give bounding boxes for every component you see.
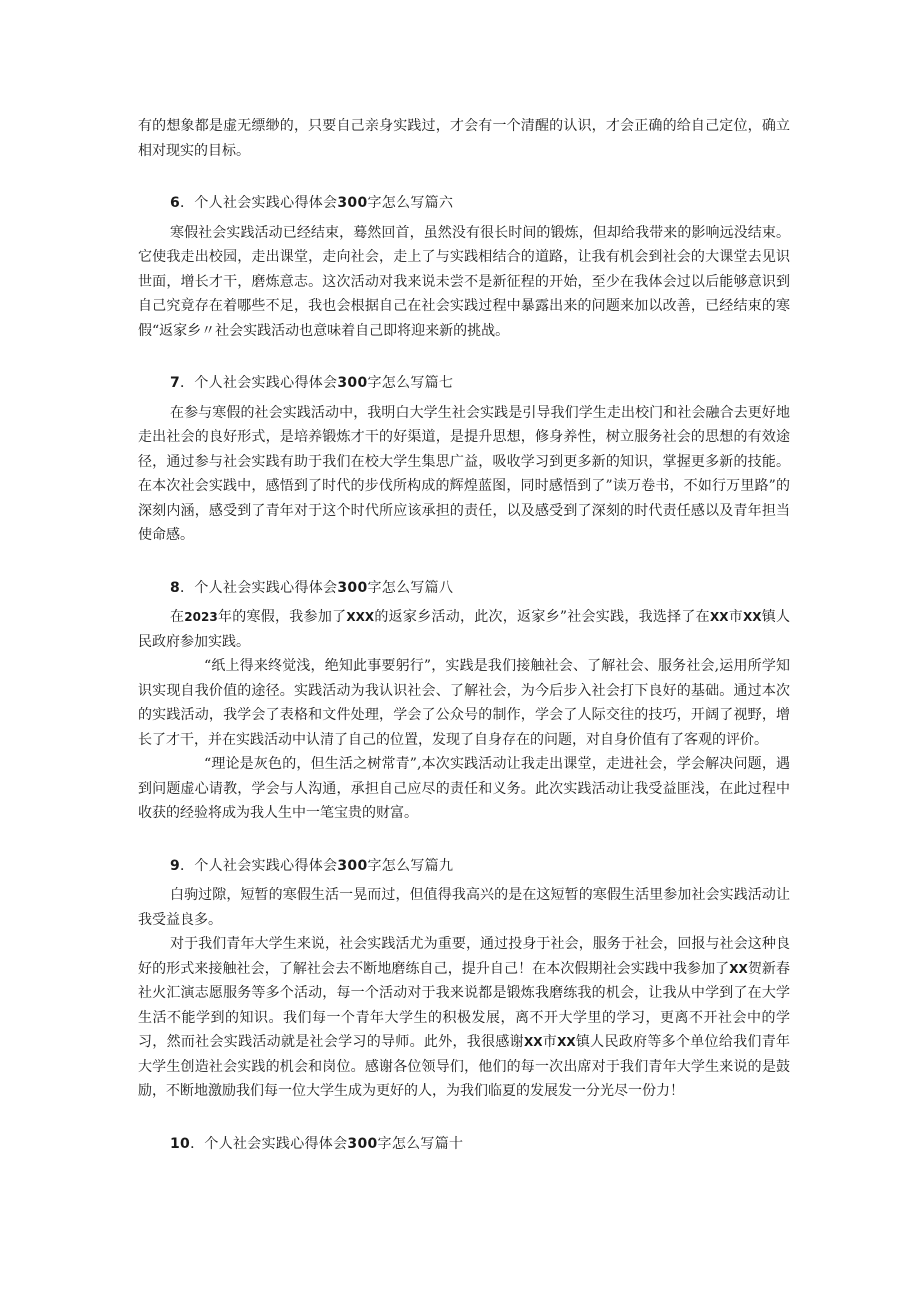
section-number: 8 (170, 579, 181, 596)
placeholder-text: XXX (346, 610, 375, 624)
section-6-paragraph: 寒假社会实践活动已经结束，蓦然回首，虽然没有很长时间的锻炼，但却给我带来的影响远没结束。它使我走出校园，走出课堂，走向社会，走上了与实践相结合的道路，让我有机会到社会的大课堂去见识世面，增长才干，磨炼意志。这次活动对我来说未尝不是新征程的开始，至少在我体会过以后能够意识到自己究竟存在着哪些不足，我也会根据自己在社会实践过程中暴露出来的问题来加以改善，已经结束的寒假“返家乡〃社会实践活动也意味着自己即将迎来新的挑战。 (138, 224, 790, 339)
placeholder-text: XX (709, 610, 729, 624)
section-title-suffix: 字怎么写篇九 (367, 857, 454, 874)
text-run: 市 (728, 609, 743, 625)
section-heading-6 (138, 191, 790, 216)
section-heading-8 (138, 576, 790, 601)
section-title-count: 300 (337, 857, 368, 874)
section-8-paragraph-3: “理论是灰色的，但生活之树常青”,本次实践活动让我走出课堂，走进社会，学会解决问题，遇到问题虚心请教，学会与人沟通，承担自己应尽的责任和义务。此次实践活动让我受益匪浅，在此过程中收获的经验将成为我人生中一笔宝贵的财富。 (138, 756, 790, 821)
section-title-suffix: 字怎么写篇十 (377, 1135, 464, 1152)
section-title-text: ．个人社会实践心得体会 (190, 1135, 348, 1152)
intro-paragraph: 有的想象都是虚无缥缈的，只要自己亲身实践过，才会有一个清醒的认识，才会正确的给自己定位，确立相对现实的目标。 (138, 118, 790, 159)
year-text: 2023 (184, 610, 218, 624)
section-title-count: 300 (347, 1135, 378, 1152)
section-title-text: ．个人社会实践心得体会 (180, 375, 338, 391)
section-title-count: 300 (337, 579, 368, 596)
text-run: 市 (542, 1034, 558, 1050)
section-number: 9 (170, 857, 181, 874)
text-run: 镇人民政府等多个单位给我们青年大学生创造社会实践的机会和岗位。感谢各位领导们，他们的每一次出席对于我们青年大学生来说的是鼓励，不断地激励我们每一位大学生成为更好的人，为我们临夏的发展发一分光尽一份力！ (138, 1034, 791, 1099)
section-title-suffix: 字怎么写篇八 (367, 579, 454, 596)
section-8-paragraph-1 (138, 605, 790, 654)
placeholder-text: XX (523, 1035, 543, 1049)
section-heading-7 (138, 371, 790, 396)
text-run: 在 (170, 609, 185, 625)
section-9-paragraph-2 (138, 932, 790, 1104)
placeholder-text: XX (729, 961, 748, 976)
text-run: 镇人民政府参加实践。 (138, 609, 791, 650)
section-8-paragraph-2: “纸上得来终觉浅，绝知此事要躬行”，实践是我们接触社会、了解社会、服务社会,运用所学知识实现自我价值的途径。实践活动为我认识社会、了解社会，为今后步入社会打下良好的基础。通过本次的实践活动，我学会了表格和文件处理，学会了公众号的制作，学会了人际交往的技巧，开阔了视野，增长了才干，并在实践活动中认清了自己的位置，发现了自身存在的问题，对自身价值有了客观的评价。 (138, 658, 790, 748)
text-run: 对于我们青年大学生来说，社会实践活尤为重要，通过投身于社会，服务于社会，回报与社会这种良好的形式来接触社会，了解社会去不断地磨练自己，提升自己！在本次假期社会实践中我参加了 (138, 936, 790, 977)
section-title-text: ．个人社会实践心得体会 (180, 195, 338, 211)
section-number: 10 (170, 1135, 191, 1152)
section-title-text: ．个人社会实践心得体会 (180, 579, 338, 596)
placeholder-text: XX (743, 610, 762, 624)
section-heading-10 (138, 1132, 790, 1157)
document-body (138, 114, 790, 1161)
text-run: 年的寒假，我参加了 (217, 609, 347, 625)
section-title-suffix: 字怎么写篇七 (367, 375, 454, 391)
section-number: 6 (170, 195, 181, 211)
text-run: 贺新春社火汇演志愿服务等多个活动，每一个活动对于我来说都是锻炼我磨练我的机会，让我从中学到了在大学生活不能学到的知识。我们每一个青年大学生的积极发展，离不开大学里的学习，更离不开社会中的学习，然而社会实践活动就是社会学习的导师。此外，我很感谢 (138, 960, 790, 1050)
section-number: 7 (170, 375, 181, 391)
section-title-suffix: 字怎么写篇六 (367, 195, 454, 211)
section-7-paragraph: 在参与寒假的社会实践活动中，我明白大学生社会实践是引导我们学生走出校门和社会融合去更好地走出社会的良好形式，是培养锻炼才干的好渠道，是提升思想，修身养性，树立服务社会的思想的有效途径，通过参与社会实践有助于我们在校大学生集思广益，吸收学习到更多新的知识，掌握更多新的技能。在本次社会实践中，感悟到了时代的步伐所构成的辉煌蓝图，同时感悟到了”读万卷书，不如行万里路”的深刻内涵，感受到了青年对于这个时代所应该承担的责任，以及感受到了深刻的时代责任感以及青年担当使命感。 (138, 404, 790, 543)
section-heading-9 (138, 854, 790, 879)
section-title-count: 300 (337, 375, 368, 391)
section-title-count: 300 (337, 195, 368, 211)
section-title-text: ．个人社会实践心得体会 (180, 857, 338, 874)
text-run: 的返家乡活动，此次，返家乡”社会实践，我选择了在 (374, 609, 710, 625)
section-9-paragraph-1: 白驹过隙，短暂的寒假生活一晃而过，但值得我高兴的是在这短暂的寒假生活里参加社会实践活动让我受益良多。 (138, 887, 790, 928)
placeholder-text: XX (557, 1035, 576, 1049)
